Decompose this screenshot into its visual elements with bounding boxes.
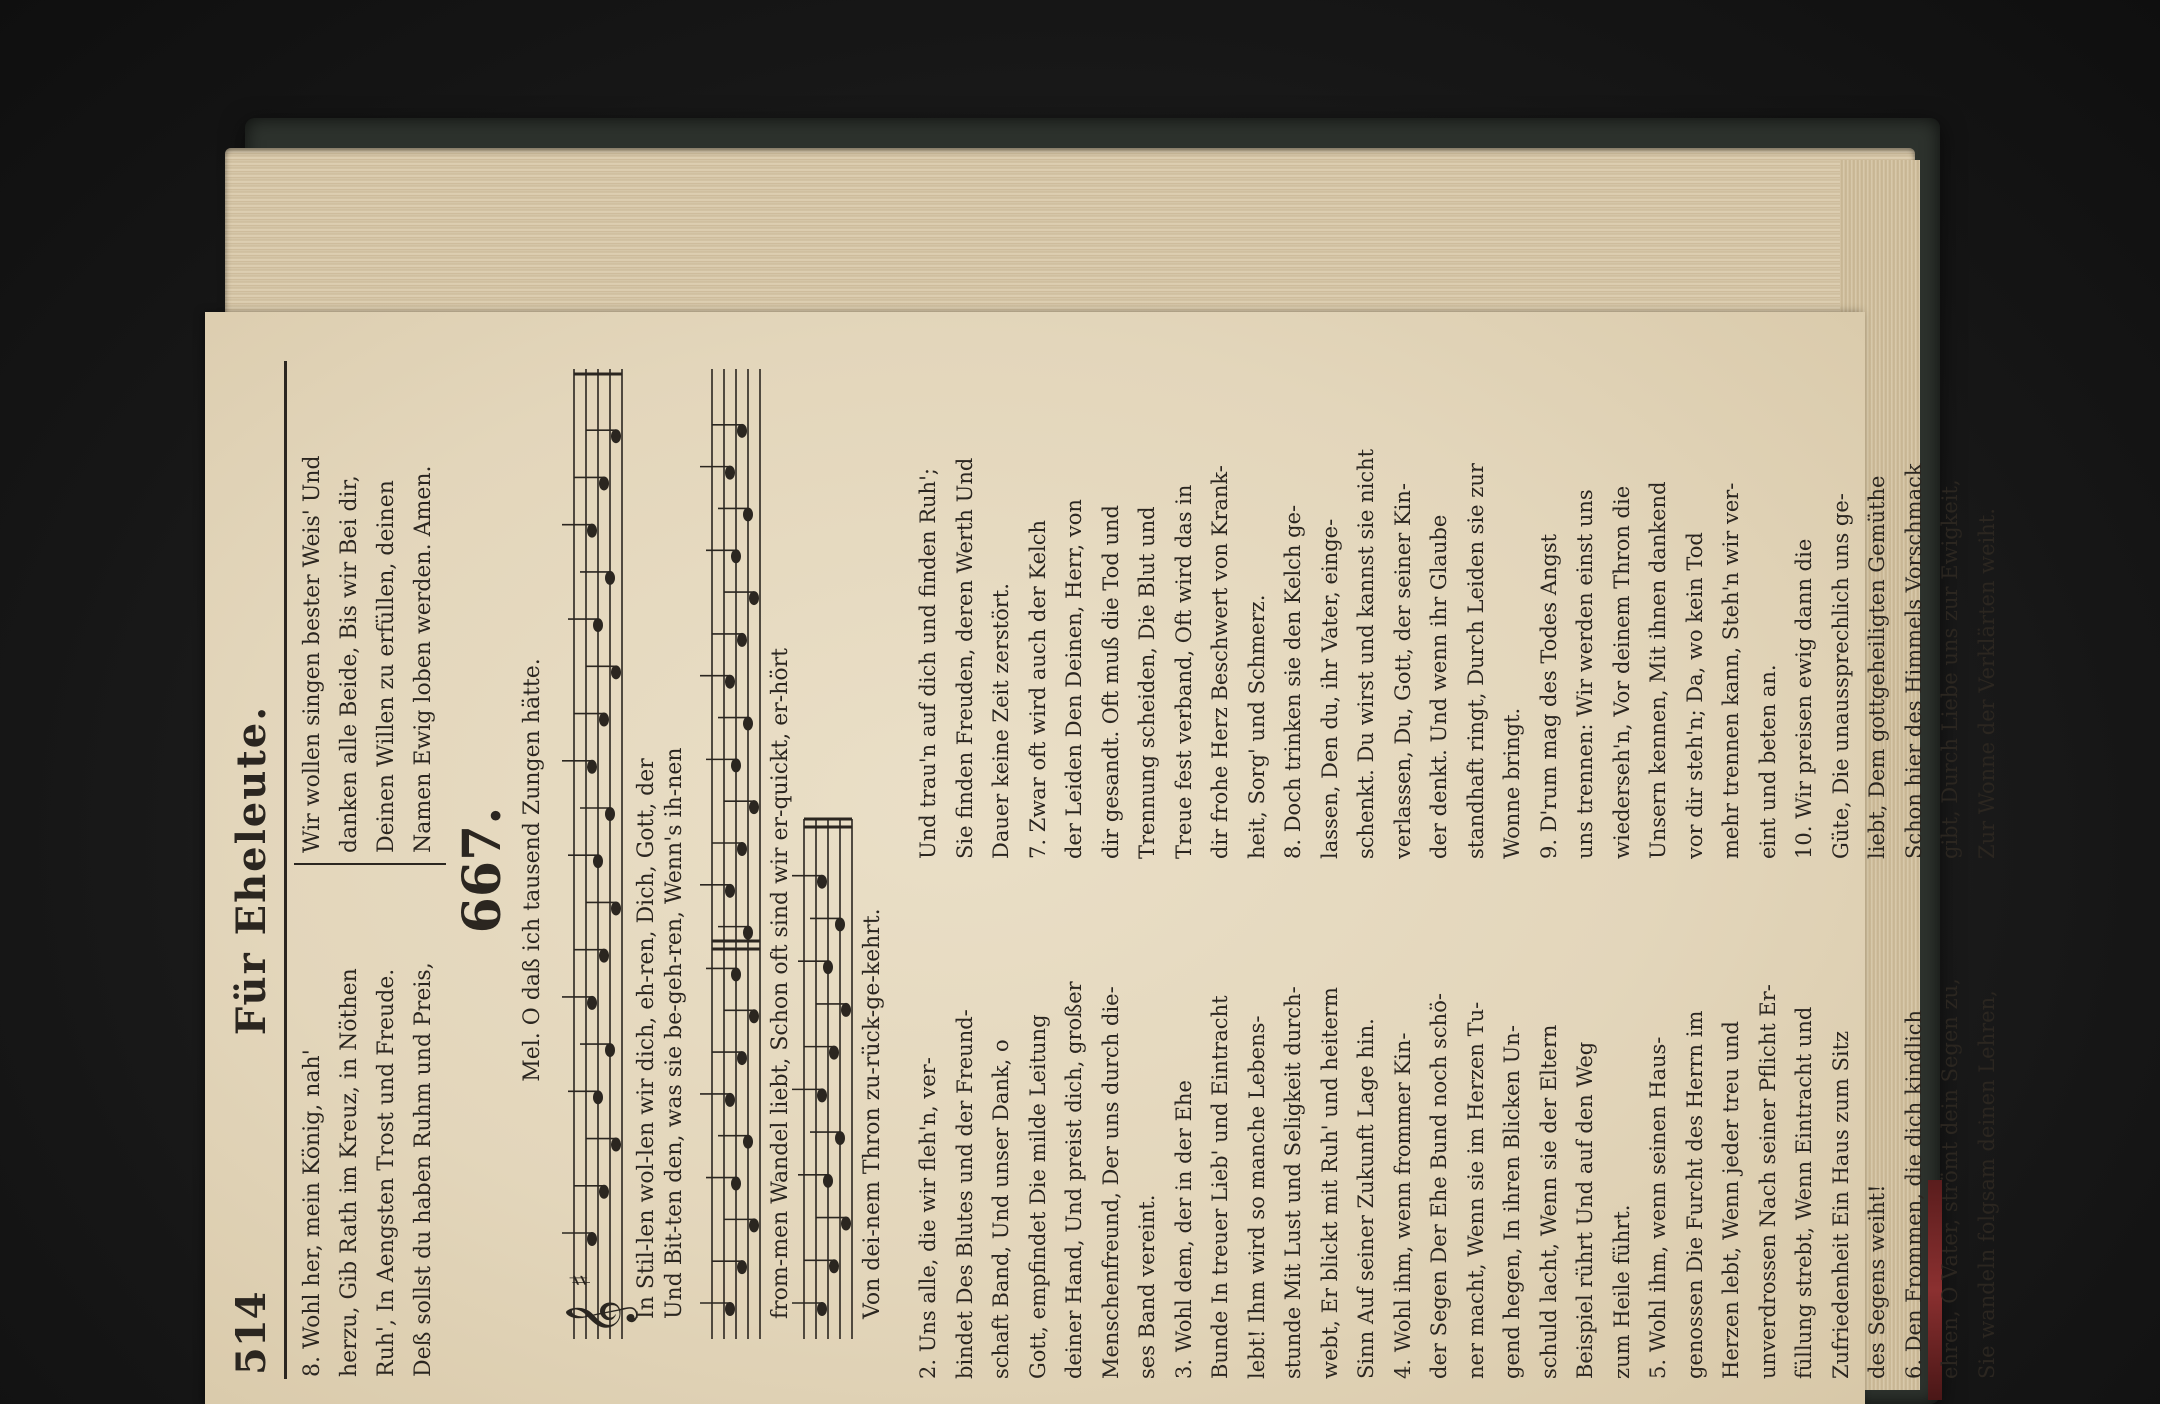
note-head [749,591,759,605]
note-head [587,760,597,774]
text-line: uns trennen: Wir werden einst uns [1573,489,1597,859]
note-head [841,1217,851,1231]
text-line: genossen Die Furcht des Herrn im [1682,1010,1707,1379]
text-line: Sinn Auf seiner Zukunft Lage hin. [1354,1018,1378,1379]
note-head [743,717,753,731]
text-line: Gott, empfindet Die milde Leitung [1025,1014,1050,1379]
note-head [737,1051,747,1065]
text-line: Sie finden Freuden, deren Werth Und [952,457,977,859]
note-head [731,549,741,563]
text-line: Deinen Willen zu erfüllen, deinen [374,480,399,853]
note-head [587,524,597,538]
note-head [599,476,609,490]
text-line: verlassen, Du, Gott, der seiner Kin- [1390,483,1415,859]
note-head [725,675,735,689]
note-head [737,633,747,647]
staff-2-notes [700,424,759,1316]
text-line: Beispiel rührt Und auf den Weg [1573,1041,1597,1379]
text-line: vor dir steh'n; Da, wo kein Tod [1682,532,1707,859]
page-header [228,345,288,1395]
text-line: heit, Sorg' und Schmerz. [1244,594,1269,859]
text-line: lebt! Ihm wird so manche Lebens- [1244,1015,1269,1379]
note-head [835,917,845,931]
text-line: Treue fest verband, Oft wird das in [1171,484,1196,859]
text-line: wiederseh'n, Vor deinem Thron die [1609,485,1634,859]
staff-1-lines [574,369,622,1339]
note-head [835,1131,845,1145]
text-line: mehr trennen kann, Steh'n wir ver- [1719,482,1743,859]
note-head [823,1174,833,1188]
lyrics-line-1: In Stil-len wol-len wir dich, eh-ren, Dich, Gott, der [634,758,659,1319]
note-head [737,424,747,438]
text-line: des Segens weiht! [1865,1184,1889,1379]
verse-8-left-column [294,882,446,1377]
text-line: Zufriedenheit Ein Haus zum Sitz [1828,1030,1853,1379]
text-line: Zur Wonne der Verklärten weiht. [1974,508,1999,859]
text-line: Und trau'n auf dich und finden Ruh'; [916,468,940,859]
note-head [611,1138,621,1152]
note-head [593,1090,603,1104]
note-head [731,1177,741,1191]
text-line: Sie wandeln folgsam deinen Lehren, [1974,990,1999,1379]
verses-left-column [910,884,1999,1379]
lyrics-line-3: from-men Wandel liebt, Schon oft sind wir er-quickt, er-hört [768,648,793,1319]
text-line: bindet Des Blutes und der Freund- [952,1009,977,1379]
note-head [611,429,621,443]
note-head [817,875,827,889]
text-line: standhaft ringt, Durch Leiden sie zur [1463,463,1488,859]
text-line: 5. Wohl ihm, wenn seinen Haus- [1646,1036,1670,1379]
note-head [817,1088,827,1102]
staff-svg [554,361,884,1379]
note-head [725,1093,735,1107]
rotated-page-content [220,345,1999,1395]
text-line: Dauer keine Zeit zerstört. [989,583,1013,859]
note-head [749,1218,759,1232]
text-line: gend hegen, In ihren Blicken Un- [1500,1025,1524,1379]
lyrics-line-2: Und Bit-ten den, was sie be-geh-ren, Wenn's ih-nen [662,747,687,1319]
text-line: liebt, Dem gottgeheiligten Gemüthe [1865,475,1889,859]
note-head [737,1260,747,1274]
text-line: 6. Den Frommen, die dich kindlich [1901,1009,1926,1379]
page-number: 514 [228,1291,275,1375]
note-head [725,466,735,480]
header-rule [284,361,287,1379]
music-notation [554,361,884,1379]
text-line: 10. Wir preisen ewig dann die [1792,538,1816,859]
double-bar-lines [574,374,852,949]
text-line: schaft Band, Und unser Dank, o [989,1039,1013,1379]
melody-reference: Mel. O daß ich tausend Zungen hätte. [520,658,545,1082]
text-line: 4. Wohl ihm, wenn frommer Kin- [1390,1032,1415,1379]
note-head [587,1232,597,1246]
key-signature-sharp-icon: ♯ [564,1273,597,1287]
note-head [611,901,621,915]
note-head [749,800,759,814]
text-line: 7. Zwar oft wird auch der Kelch [1025,519,1050,859]
text-line: ses Band vereint. [1135,1194,1159,1379]
note-head [725,1302,735,1316]
note-head [593,854,603,868]
note-head [593,618,603,632]
verse-8-right-column [294,358,446,865]
note-head [587,996,597,1010]
lyrics-line-5: Von dei-nem Thron zu-rück-ge-kehrt. [860,908,885,1319]
text-line: 2. Uns alle, die wir fleh'n, ver- [916,1057,940,1379]
note-head [599,713,609,727]
text-line: Herzen lebt, Wenn jeder treu und [1719,1021,1743,1379]
text-line: 8. Wohl her, mein König, nah' [300,1049,325,1377]
text-line: gibt, Durch Liebe uns zur Ewigkeit, [1938,479,1962,859]
text-line: Trennung scheiden, Die Blut und [1135,506,1159,859]
note-head [605,571,615,585]
text-line: ner macht, Wenn sie im Herzen Tu- [1463,1001,1488,1379]
text-line: schenkt. Du wirst und kannst sie nicht [1354,448,1378,859]
text-line: webt, Er blickt mit Ruh' und heiterm [1317,987,1342,1379]
text-line: ehren, O Vater, strömt dein Segen zu, [1938,978,1962,1379]
text-line: Güte, Die unaussprechlich uns ge- [1828,493,1853,859]
text-line: Namen Ewig loben werden. Amen. [411,465,436,853]
hymn-verses [910,361,1999,1379]
text-line: Wonne bringt. [1500,707,1524,859]
text-line: Unsern kennen, Mit ihnen dankend [1646,481,1670,859]
text-line: der Leiden Den Deinen, Herr, von [1062,499,1086,859]
text-line: 9. D'rum mag des Todes Angst [1536,533,1561,859]
note-head [731,758,741,772]
note-head [599,1185,609,1199]
text-line: schuld lacht, Wenn sie der Eltern [1536,1024,1561,1379]
text-line: Schon hier des Himmels Vorschmack [1901,463,1926,859]
note-head [743,507,753,521]
text-line: deiner Hand, Und preist dich, großer [1062,981,1086,1379]
verses-right-column [910,364,1999,859]
note-head [829,1259,839,1273]
note-head [743,926,753,940]
text-line: Wir wollen singen bester Weis' Und [300,455,325,853]
running-head: Für Eheleute. [228,704,275,1036]
note-head [725,884,735,898]
text-line: lassen, Den du, ihr Vater, einge- [1317,518,1342,859]
text-line: eint und beten an. [1755,664,1780,859]
note-head [599,949,609,963]
note-head [743,1135,753,1149]
text-line: dir gesandt. Oft muß die Tod und [1098,505,1123,859]
text-line: herzu, Gib Rath im Kreuz, in Nöthen [337,968,362,1377]
note-head [605,807,615,821]
text-line: Ruh', In Aengsten Trost und Freude. [374,968,399,1377]
note-head [731,967,741,981]
text-line: der denkt. Und wenn ihr Glaube [1427,514,1451,859]
note-head [749,1009,759,1023]
text-line: füllung strebt, Wenn Eintracht und [1792,1006,1816,1379]
verse-8-block [294,367,446,1377]
text-line: Menschenfreund, Der uns durch die- [1098,986,1123,1379]
text-line: 8. Doch trinken sie den Kelch ge- [1281,504,1305,859]
staff-3-notes [792,875,851,1316]
text-line: der Segen Der Ehe Bund noch schö- [1427,993,1451,1379]
text-line: dir frohe Herz Beschwert von Krank- [1208,465,1232,859]
note-head [823,960,833,974]
note-head [737,842,747,856]
staff-1-notes [562,429,621,1246]
text-line: 3. Wohl dem, der in der Ehe [1171,1080,1196,1379]
text-line: zum Heile führt. [1609,1204,1634,1379]
text-line: stunde Mit Lust und Seligkeit durch- [1281,986,1305,1379]
note-head [829,1046,839,1060]
hymn-number: 667. [452,806,513,934]
note-head [605,1043,615,1057]
text-line: danken alle Beide, Bis wir Bei dir, [337,475,362,853]
note-head [817,1302,827,1316]
treble-clef-icon: 𝄞 [565,1299,635,1335]
note-head [611,665,621,679]
text-line: unverdrossen Nach seiner Pflicht Er- [1755,984,1780,1379]
text-line: Bunde In treuer Lieb' und Eintracht [1208,995,1232,1379]
text-line: Deß sollst du haben Ruhm und Preis, [411,962,436,1377]
note-head [841,1003,851,1017]
